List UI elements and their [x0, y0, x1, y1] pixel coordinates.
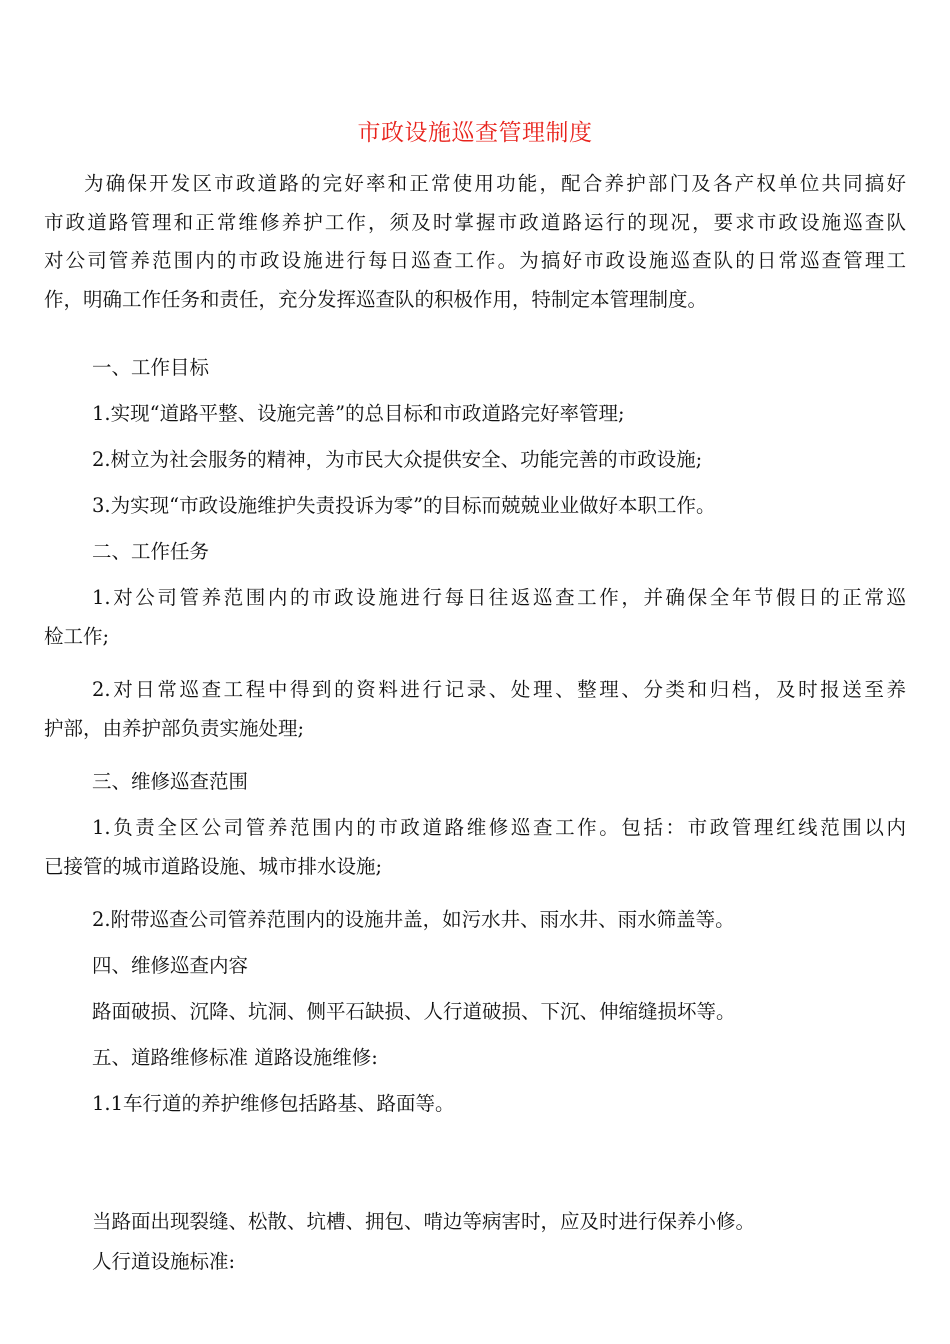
intro-paragraph [44, 165, 906, 319]
task-item-2 [44, 671, 906, 748]
intro-line: 为确保开发区市政道路的完好率和正常使用功能，配合养护部门及各产权单位共同搞好 [84, 172, 906, 195]
intro-line: 作，明确工作任务和责任，充分发挥巡查队的积极作用，特制定本管理制度。 [44, 287, 708, 311]
section-heading-tasks: 二、工作任务 [92, 540, 210, 563]
section-heading-content: 四、维修巡查内容 [92, 954, 249, 977]
scope-item-1 [44, 809, 906, 886]
goal-item-1: 1.实现“道路平整、设施完善”的总目标和市政道路完好率管理; [92, 402, 625, 425]
document-page [44, 0, 906, 1344]
standard-text: 当路面出现裂缝、松散、坑槽、拥包、啃边等病害时，应及时进行保养小修。 [92, 1210, 756, 1233]
section-heading-scope: 三、维修巡查范围 [92, 770, 249, 793]
task-item-2-line: 护部，由养护部负责实施处理; [44, 716, 305, 740]
scope-item-2: 2.附带巡查公司管养范围内的设施井盖，如污水井、雨水井、雨水筛盖等。 [92, 908, 735, 931]
goal-item-3: 3.为实现“市政设施维护失责投诉为零”的目标而兢兢业业做好本职工作。 [92, 494, 716, 517]
task-item-1-line: 检工作; [44, 624, 110, 648]
sidewalk-standard-heading: 人行道设施标准: [92, 1250, 236, 1273]
section-heading-standards: 五、道路维修标准 道路设施维修: [92, 1046, 378, 1069]
intro-line: 市政道路管理和正常维修养护工作，须及时掌握市政道路运行的现况，要求市政设施巡查队 [44, 210, 906, 234]
task-item-2-line: 2.对日常巡查工程中得到的资料进行记录、处理、整理、分类和归档，及时报送至养 [92, 678, 906, 701]
scope-item-1-line: 1.负责全区公司管养范围内的市政道路维修巡查工作。包括：市政管理红线范围以内 [92, 816, 906, 839]
task-item-1 [44, 579, 906, 656]
content-text: 路面破损、沉降、坑洞、侧平石缺损、人行道破损、下沉、伸缩缝损坏等。 [92, 1000, 736, 1023]
standard-item-1-1: 1.1车行道的养护维修包括路基、路面等。 [92, 1092, 455, 1115]
intro-line: 对公司管养范围内的市政设施进行每日巡查工作。为搞好市政设施巡查队的日常巡查管理工 [44, 249, 906, 272]
goal-item-2: 2.树立为社会服务的精神，为市民大众提供安全、功能完善的市政设施; [92, 448, 703, 471]
document-title: 市政设施巡查管理制度 [357, 120, 593, 146]
task-item-1-line: 1.对公司管养范围内的市政设施进行每日往返巡查工作，并确保全年节假日的正常巡 [92, 586, 906, 609]
scope-item-1-line: 已接管的城市道路设施、城市排水设施; [44, 854, 383, 878]
section-heading-goals: 一、工作目标 [92, 356, 210, 379]
